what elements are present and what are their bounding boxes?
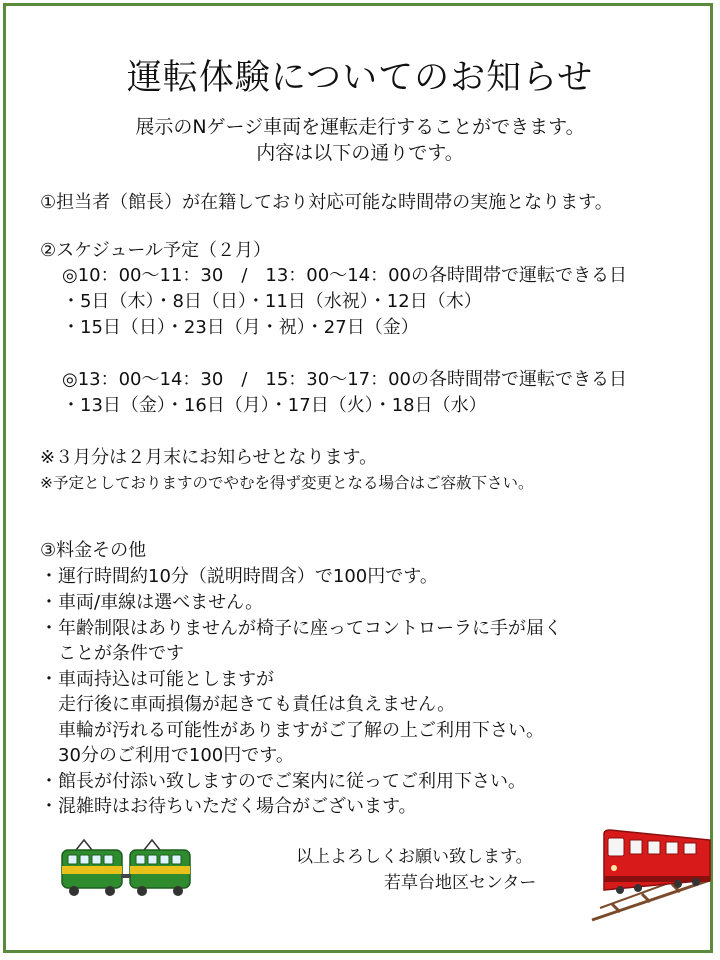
fees-line: 走行後に車両損傷が起きても責任は負えません。 [40,694,456,715]
fees-line: ・館長が付添い致しますのでご案内に従ってご利用下さい。 [40,771,526,792]
organization-name: 若草台地区センター [384,873,537,893]
fees-line: ・車両/車線は選べません。 [40,592,264,613]
schedule-heading: ②スケジュール予定（２月） [40,240,272,261]
schedule-note: ※予定としておりますのでやむを得ず変更となる場合はご容赦下さい。 [40,474,534,492]
schedule-b-dates: ・13日（金）・16日（月）・17日（火）・18日（水） [62,395,487,416]
fees-line: ことが条件です [40,643,184,664]
schedule-a-dates: ・15日（日）・23日（月・祝）・27日（金） [62,317,419,338]
notice-title: 運転体験についてのお知らせ [126,58,594,98]
fees-line: ・車両持込は可能としますが [40,669,274,690]
schedule-b-times: ◎13：00～14：30 / 15：30～17：00の各時間帯で運転できる日 [62,369,628,390]
intro-text [0,114,720,166]
schedule-a-dates: ・5日（木）・8日（日）・11日（水祝）・12日（木） [62,291,482,312]
schedule-note: ※３月分は２月末にお知らせとなります。 [40,447,378,468]
closing-text: 以上よろしくお願い致します。 [296,847,533,867]
fees-line: 30分のご利用で100円です。 [40,745,294,766]
fees-heading: ③料金その他 [40,540,147,561]
intro-line: 展示のNゲージ車両を運転走行することができます。 [135,116,585,138]
green-train-icon [58,838,198,900]
fees-line: ・年齢制限はありませんが椅子に座ってコントローラに手が届く [40,618,562,639]
fees-line: ・運行時間約10分（説明時間含）で100円です。 [40,566,438,587]
fees-line: 車輪が汚れる可能性がありますがご了解の上ご利用下さい。 [40,720,544,741]
item-staff-availability: ①担当者（館長）が在籍しており対応可能な時間帯の実施となります。 [40,192,613,213]
intro-line: 内容は以下の通りです。 [256,142,464,164]
red-train-icon [590,828,712,924]
schedule-a-times: ◎10：00～11：30 / 13：00～14：00の各時間帯で運転できる日 [62,265,628,286]
fees-line: ・混雑時はお待ちいただく場合がございます。 [40,796,417,817]
